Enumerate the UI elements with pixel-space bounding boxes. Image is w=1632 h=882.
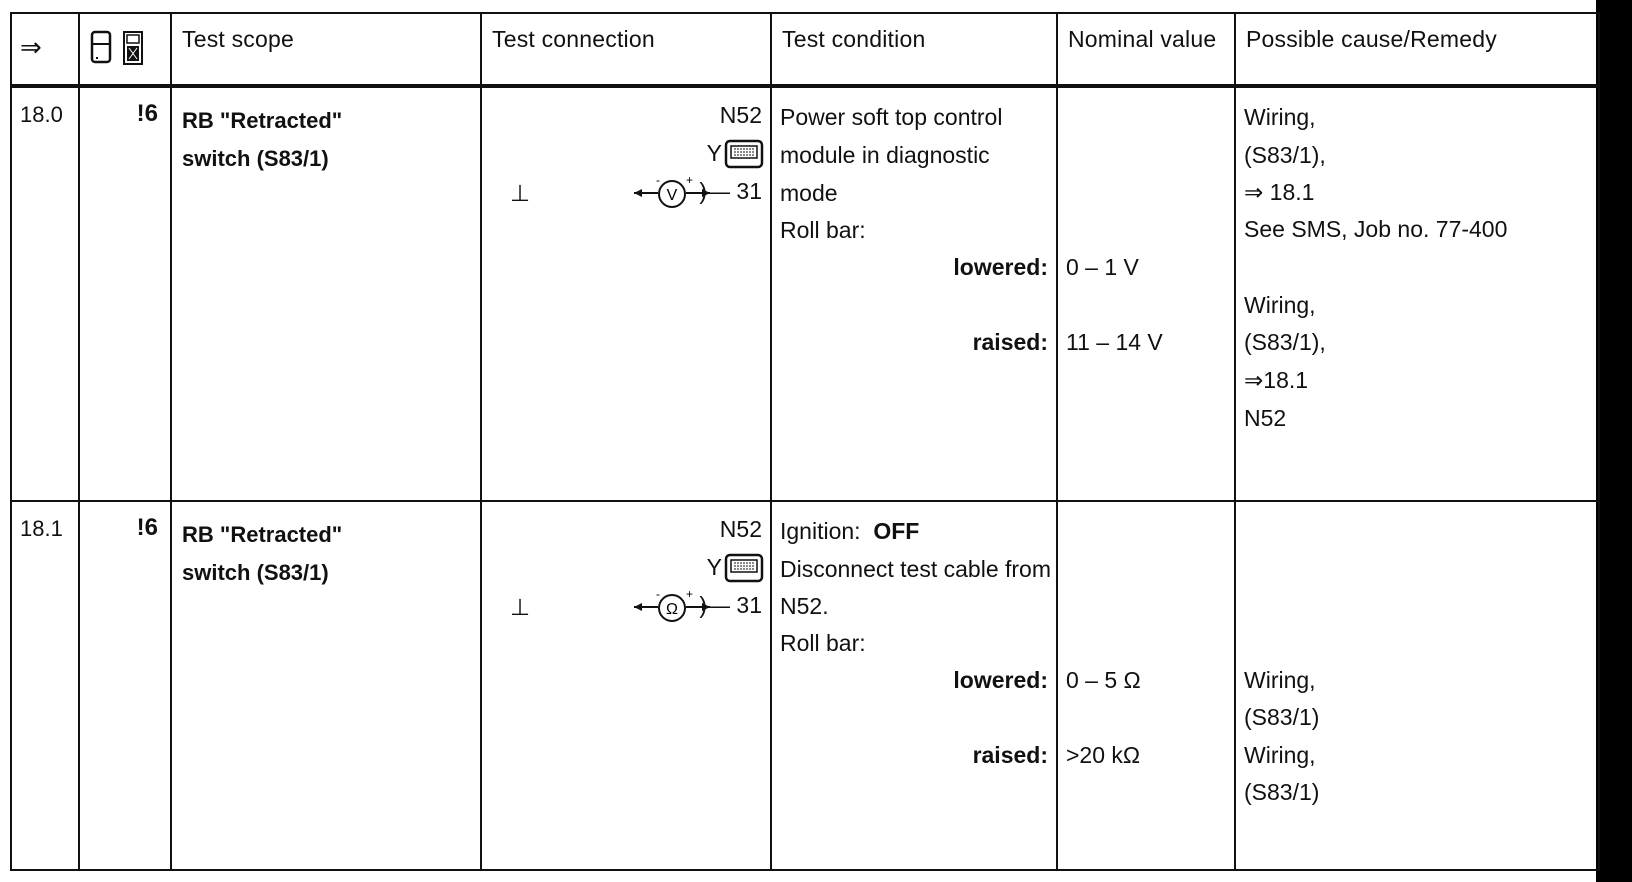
meter-symbol: V [666,187,678,204]
ground-icon: ⊥ [510,180,531,206]
header-possible-cause: Possible cause/Remedy [1235,13,1599,86]
condition-label-raised: raised: [972,329,1048,355]
condition-line: Roll bar: [780,630,866,656]
remedy-line: ⇒ 18.1 [1244,179,1315,205]
condition-line: mode [780,180,838,206]
condition-line: Ignition: OFF [780,518,920,544]
condition-line: Power soft top control [780,104,1003,130]
remedy-line: See SMS, Job no. 77-400 [1244,216,1508,242]
arrow-icon: ⇒ [20,32,42,62]
nominal-value-raised: >20 kΩ [1066,742,1141,768]
remedy-line: N52 [1244,405,1287,431]
remedy-line: (S83/1), [1244,329,1326,355]
step-number: 18.1 [20,516,63,541]
step-cell [11,86,79,501]
test-code: !6 [136,100,158,127]
remedy-cell [1235,501,1599,870]
remedy-line: Wiring, [1244,104,1316,130]
table-row [11,501,1599,870]
header-arrow-cell [11,13,79,86]
ground-icon: ⊥ [510,594,531,620]
header-test-connection: Test connection [481,13,771,86]
condition-line: Roll bar: [780,217,866,243]
scope-cell [171,501,481,870]
remedy-line: ⇒18.1 [1244,367,1309,393]
connection-cell [481,501,771,870]
header-test-condition: Test condition [771,13,1057,86]
socket-icon: ) [699,178,708,204]
remedy-line: (S83/1), [1244,142,1326,168]
scope-subtitle: switch (S83/1) [182,146,329,171]
step-number: 18.0 [20,102,63,127]
condition-line: Disconnect test cable from [780,556,1052,582]
y-label: Y [706,140,722,166]
scope-title: RB "Retracted" [182,108,343,133]
svg-text:+: + [686,590,694,601]
module-label: N52 [719,516,762,542]
nominal-value-lowered: 0 – 1 V [1066,254,1139,280]
remedy-line: Wiring, [1244,667,1316,693]
nominal-value-raised: 11 – 14 V [1066,329,1163,355]
svg-text:-: - [656,176,660,187]
remedy-line: (S83/1) [1244,704,1320,730]
header-nominal-value: Nominal value [1057,13,1235,86]
connection-cell [481,86,771,501]
scope-subtitle: switch (S83/1) [182,560,329,585]
condition-cell [771,86,1057,501]
connector-icon [724,138,764,172]
condition-line: module in diagnostic [780,142,990,168]
code-cell [79,86,171,501]
header-icons-cell [79,13,171,86]
remedy-line: Wiring, [1244,742,1316,768]
table-row [11,86,1599,501]
condition-label-raised: raised: [972,742,1048,768]
code-cell [79,501,171,870]
pin-label: )— 31 [699,178,762,204]
pin-label: )— 31 [699,592,762,618]
connector-icon [724,552,764,586]
condition-label-lowered: lowered: [953,667,1048,693]
remedy-line: Wiring, [1244,292,1316,318]
nominal-cell [1057,501,1235,870]
condition-cell [771,501,1057,870]
scope-title: RB "Retracted" [182,522,343,547]
remedy-line: (S83/1) [1244,779,1320,805]
header-row [11,13,1599,86]
nominal-cell [1057,86,1235,501]
test-code: !6 [136,514,158,541]
condition-label-lowered: lowered: [953,254,1048,280]
diagnostic-table [10,12,1600,871]
meter-symbol: Ω [666,601,678,618]
module-label: N52 [719,102,762,128]
y-label: Y [706,554,722,580]
svg-text:+: + [686,176,694,187]
tester-icon [122,30,144,66]
header-test-scope: Test scope [171,13,481,86]
module-icon [90,30,112,64]
svg-text:-: - [656,590,660,601]
page-edge [1596,0,1632,882]
scope-cell [171,86,481,501]
remedy-cell [1235,86,1599,501]
condition-line: N52. [780,593,829,619]
socket-icon: ) [699,592,708,618]
step-cell [11,501,79,870]
ignition-state: OFF [873,518,920,544]
nominal-value-lowered: 0 – 5 Ω [1066,667,1141,693]
